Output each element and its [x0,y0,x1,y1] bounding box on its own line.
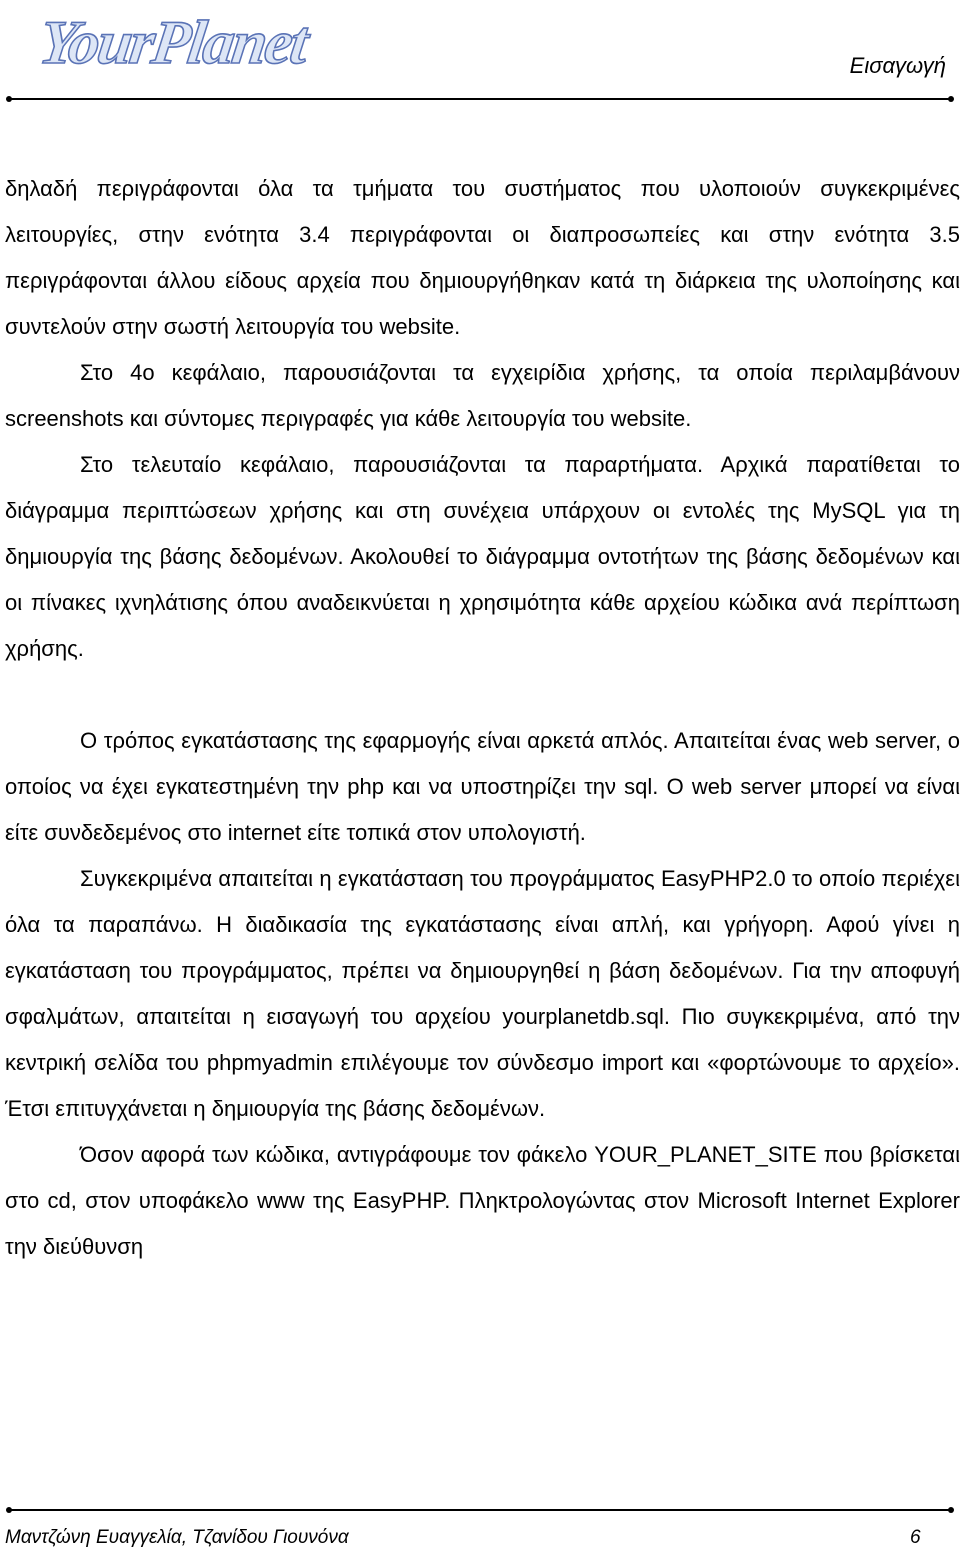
paragraph: Στο 4ο κεφάλαιο, παρουσιάζονται τα εγχειρίδια χρήσης, τα οποία περιλαμβάνουν screenshots και σύντομες περιγραφές για κάθε λειτουργία του website. [5,360,960,431]
paragraph: Ο τρόπος εγκατάστασης της εφαρμογής είναι αρκετά απλός. Απαιτείται ένας web server, ο οποίος να έχει εγκατεστημένη την php και να υποστηρίζει την sql. Ο web server μπορεί να είναι είτε συνδεδεμένος στο internet είτε τοπικά στον υπολογιστή. [5,728,960,845]
rule-dot [948,96,954,102]
yourplanet-logo [35,2,400,84]
paragraph: Συγκεκριμένα απαιτείται η εγκατάσταση του προγράμματος EasyPHP2.0 το οποίο περιέχει όλα τα παραπάνω. Η διαδικασία της εγκατάστασης είναι απλή, και γρήγορη. Αφού γίνει η εγκατάσταση του προγράμματος, πρέπει να δημιουργηθεί η βάση δεδομένων. Για την αποφυγή σφαλμάτων, απαιτείται η εισαγωγή του αρχείου yourplanetdb.sql. Πιο συγκεκριμένα, από την κεντρική σελίδα του phpmyadmin επιλέγουμε τον σύνδεσμο import και «φορτώνουμε το αρχείο». Έτσι επιτυγχάνεται η δημιουργία της βάσης δεδομένων. [5,866,960,1121]
section-title: Εισαγωγή [849,53,946,78]
header-rule [8,98,952,100]
paragraph: Όσον αφορά των κώδικα, αντιγράφουμε τον φάκελο YOUR_PLANET_SITE που βρίσκεται στο cd, στον υποφάκελο www της EasyPHP. Πληκτρολογώντας στον Microsoft Internet Explorer την διεύθυνση [5,1142,960,1259]
footer-authors: Μαντζώνη Ευαγγελία, Τζανίδου Γιουνόνα [5,1527,349,1548]
rule-dot [6,96,12,102]
body-text [5,166,960,1270]
paragraph: δηλαδή περιγράφονται όλα τα τμήματα του συστήματος που υλοποιούν συγκεκριμένες λειτουργίες, στην ενότητα 3.4 περιγράφονται οι διαπροσωπείες και στην ενότητα 3.5 περιγράφονται άλλου είδους αρχεία που δημιουργήθηκαν κατά τη διάρκεια της υλοποίησης και συντελούν στην σωστή λειτουργία του website. [5,176,960,339]
rule-dot [6,1507,12,1513]
logo-text: YourPlanet [35,9,311,77]
page-number: 6 [910,1527,921,1548]
paragraph: Στο τελευταίο κεφάλαιο, παρουσιάζονται τα παραρτήματα. Αρχικά παρατίθεται το διάγραμμα περιπτώσεων χρήσης και στη συνέχεια υπάρχουν οι εντολές της MySQL για τη δημιουργία της βάσης δεδομένων. Ακολουθεί το διάγραμμα οντοτήτων της βάσης δεδομένων και οι πίνακες ιχνηλάτισης όπου αναδεικνύεται η χρησιμότητα κάθε αρχείου κώδικα ανά περίπτωση χρήσης. [5,452,960,661]
footer-rule [8,1509,952,1511]
rule-dot [948,1507,954,1513]
